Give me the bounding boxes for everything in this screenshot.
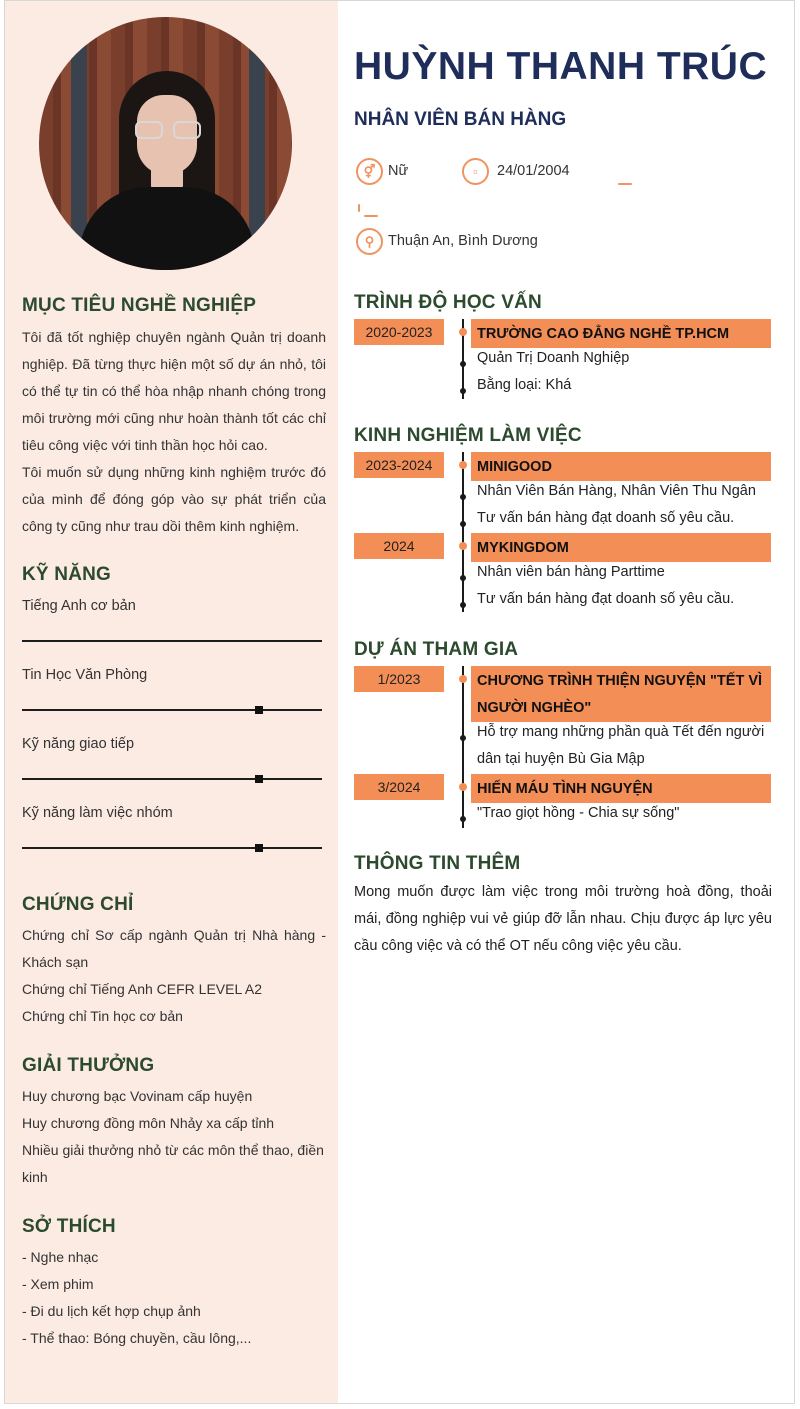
hobbies-title: SỞ THÍCH bbox=[22, 1216, 116, 1237]
skill-level-marker bbox=[255, 844, 263, 852]
skill-bar bbox=[22, 709, 322, 711]
skill-level-marker bbox=[255, 706, 263, 714]
awards-title: GIẢI THƯỞNG bbox=[22, 1055, 155, 1076]
skill-bar bbox=[22, 778, 322, 780]
birthday-value: 24/01/2004 bbox=[497, 163, 570, 179]
candidate-name: HUỲNH THANH TRÚC bbox=[354, 45, 768, 88]
skill-name: Tin Học Văn Phòng bbox=[22, 667, 148, 683]
hobby-item: - Xem phim bbox=[22, 1276, 94, 1292]
timeline-line bbox=[462, 452, 464, 612]
timeline-dot bbox=[459, 328, 467, 336]
hobby-item: - Đi du lịch kết hợp chụp ảnh bbox=[22, 1303, 201, 1319]
entry-bullet: Hỗ trợ mang những phần quà Tết đến người dân tại huyện Bù Gia Mập bbox=[477, 724, 765, 767]
additional-text: Mong muốn được làm việc trong môi trường hoà đồng, thoải mái, đồng nghiệp vui vẻ giúp đỡ lẫn nhau. Chịu được áp lực yêu cầu công việc và có thể OT nếu công việc yêu cầu. bbox=[354, 884, 772, 954]
timeline-line bbox=[462, 666, 464, 828]
bullet-dot bbox=[460, 602, 466, 608]
skill-level-marker bbox=[255, 775, 263, 783]
skill-bar bbox=[22, 847, 322, 849]
objective-paragraph-2: Tôi muốn sử dụng những kinh nghiệm trước đó của mình để đóng góp vào sự phát triển của công ty cũng như trau dồi thêm kinh nghiệm. bbox=[22, 464, 326, 534]
decorative-dash bbox=[364, 215, 378, 217]
entry-bullet: Quản Trị Doanh Nghiệp bbox=[477, 350, 630, 366]
bullet-dot bbox=[460, 521, 466, 527]
entry-heading: MYKINGDOM bbox=[471, 533, 771, 562]
entry-heading: HIẾN MÁU TÌNH NGUYỆN bbox=[471, 774, 771, 803]
timeline-dot bbox=[459, 542, 467, 550]
cake-icon: ▫ bbox=[462, 158, 489, 185]
entry-bullet: "Trao giọt hồng - Chia sự sống" bbox=[477, 805, 680, 821]
skill-name: Kỹ năng giao tiếp bbox=[22, 736, 135, 752]
entry-bullet: Nhân Viên Bán Hàng, Nhân Viên Thu Ngân bbox=[477, 483, 756, 499]
address-value: Thuận An, Bình Dương bbox=[388, 233, 538, 249]
bullet-dot bbox=[460, 388, 466, 394]
job-title: NHÂN VIÊN BÁN HÀNG bbox=[354, 109, 567, 130]
award-item: Huy chương đồng môn Nhảy xa cấp tỉnh bbox=[22, 1115, 275, 1131]
cv-page bbox=[4, 0, 795, 1404]
bullet-dot bbox=[460, 735, 466, 741]
award-item: Huy chương bạc Vovinam cấp huyện bbox=[22, 1088, 253, 1104]
right-column bbox=[338, 1, 795, 1404]
entry-heading: MINIGOOD bbox=[471, 452, 771, 481]
certificate-item: Chứng chỉ Tin học cơ bản bbox=[22, 1008, 183, 1024]
certificate-item: Chứng chỉ Tiếng Anh CEFR LEVEL A2 bbox=[22, 981, 262, 997]
date-badge: 1/2023 bbox=[354, 666, 444, 692]
timeline-dot bbox=[459, 783, 467, 791]
decorative-dash bbox=[618, 183, 632, 185]
avatar bbox=[39, 17, 292, 270]
entry-bullet: Tư vấn bán hàng đạt doanh số yêu cầu. bbox=[477, 510, 735, 526]
decorative-dash bbox=[358, 204, 360, 212]
bullet-dot bbox=[460, 816, 466, 822]
certificates-title: CHỨNG CHỈ bbox=[22, 894, 134, 915]
date-badge: 2020-2023 bbox=[354, 319, 444, 345]
skills-title: KỸ NĂNG bbox=[22, 564, 112, 585]
timeline-dot bbox=[459, 461, 467, 469]
education-title: TRÌNH ĐỘ HỌC VẤN bbox=[354, 292, 542, 313]
entry-heading: TRƯỜNG CAO ĐẲNG NGHỀ TP.HCM bbox=[471, 319, 771, 348]
entry-heading: CHƯƠNG TRÌNH THIỆN NGUYỆN "TẾT VÌ NGƯỜI NGHÈO" bbox=[471, 666, 771, 722]
objective-paragraph-1: Tôi đã tốt nghiệp chuyên ngành Quản trị doanh nghiệp. Đã từng thực hiện một số dự án nhỏ, tôi có thể tự tin có thể hòa nhập nhanh chóng trong môi trường mới cũng như hoàn thành tốt các chỉ tiêu công việc với tinh thần học hỏi cao. bbox=[22, 329, 326, 453]
entry-bullet: Bằng loại: Khá bbox=[477, 377, 572, 393]
entry-bullet: Nhân viên bán hàng Parttime bbox=[477, 564, 665, 580]
bullet-dot bbox=[460, 575, 466, 581]
award-item: Nhiều giải thưởng nhỏ từ các môn thể thao, điền kinh bbox=[22, 1142, 324, 1185]
hobby-item: - Nghe nhạc bbox=[22, 1249, 99, 1265]
skill-name: Kỹ năng làm việc nhóm bbox=[22, 805, 173, 821]
gender-value: Nữ bbox=[388, 163, 409, 179]
bullet-dot bbox=[460, 361, 466, 367]
date-badge: 2024 bbox=[354, 533, 444, 559]
timeline-dot bbox=[459, 675, 467, 683]
bullet-dot bbox=[460, 494, 466, 500]
gender-icon: ⚥ bbox=[356, 158, 383, 185]
skill-name: Tiếng Anh cơ bản bbox=[22, 598, 136, 614]
date-badge: 3/2024 bbox=[354, 774, 444, 800]
entry-bullet: Tư vấn bán hàng đạt doanh số yêu cầu. bbox=[477, 591, 735, 607]
date-badge: 2023-2024 bbox=[354, 452, 444, 478]
certificate-item: Chứng chỉ Sơ cấp ngành Quản trị Nhà hàng - Khách sạn bbox=[22, 927, 326, 970]
hobby-item: - Thể thao: Bóng chuyền, cầu lông,... bbox=[22, 1330, 252, 1346]
map-pin-icon: ⚲ bbox=[356, 228, 383, 255]
objective-title: MỤC TIÊU NGHỀ NGHIỆP bbox=[22, 295, 257, 316]
additional-title: THÔNG TIN THÊM bbox=[354, 853, 521, 874]
experience-title: KINH NGHIỆM LÀM VIỆC bbox=[354, 425, 582, 446]
left-column bbox=[5, 1, 338, 1404]
skill-bar bbox=[22, 640, 322, 642]
projects-title: DỰ ÁN THAM GIA bbox=[354, 639, 519, 660]
